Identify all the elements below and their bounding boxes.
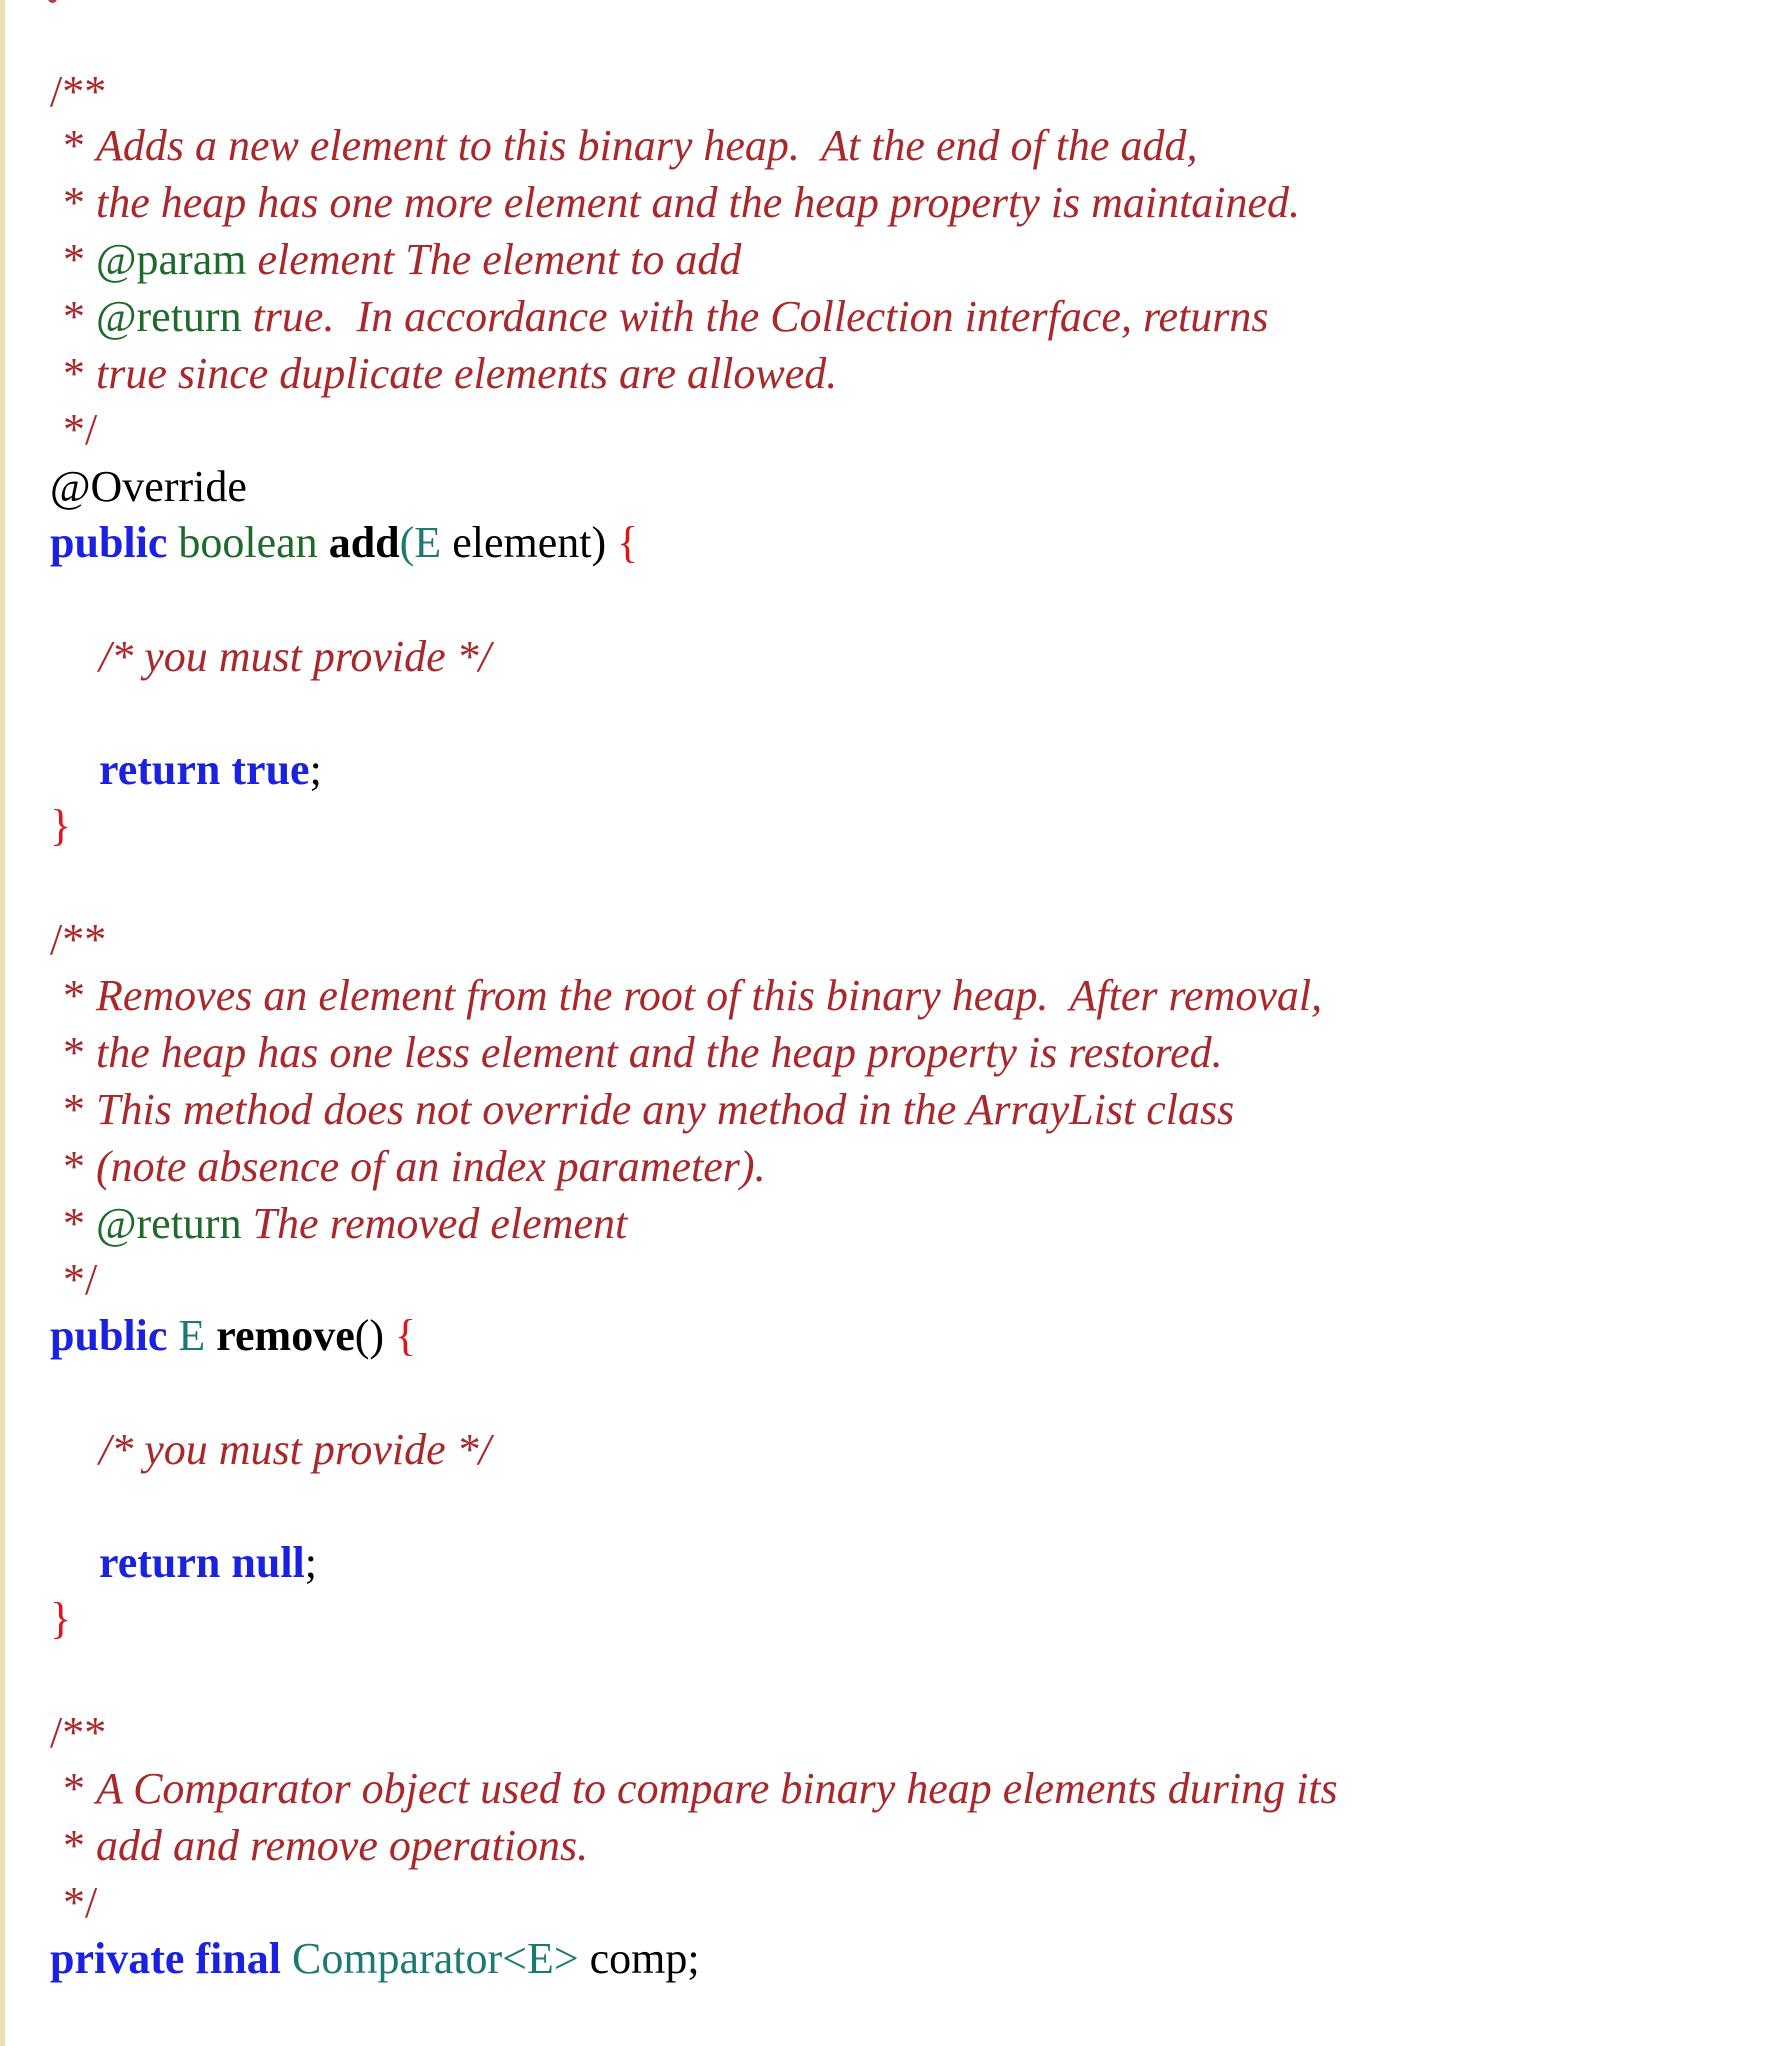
remove-doc-line-1 — [63, 971, 1323, 1020]
doc-text: Adds a new element to this binary heap. At the end of the add, — [96, 121, 1198, 170]
top-edge-mark — [48, 0, 57, 3]
keyword-final: final — [195, 1934, 281, 1983]
keyword-public: public — [50, 518, 168, 567]
add-close-brace: } — [50, 801, 72, 850]
keyword-public: public — [50, 1311, 168, 1360]
keyword-null: null — [231, 1538, 305, 1587]
open-brace: { — [395, 1311, 417, 1360]
method-name-add: add — [328, 518, 400, 567]
param-element: element — [441, 518, 592, 567]
open-brace: { — [617, 518, 639, 567]
parens: () — [354, 1311, 385, 1360]
doc-text: true since duplicate elements are allowed. — [96, 349, 838, 398]
remove-doc-line-4 — [63, 1142, 766, 1191]
add-doc-line-5 — [63, 349, 838, 398]
doc-star: * — [63, 349, 96, 398]
doc-text: The removed element — [241, 1199, 628, 1248]
add-doc-param — [63, 235, 742, 284]
doc-text: This method does not override any method in the ArrayList class — [96, 1085, 1235, 1134]
paren-open: ( — [399, 518, 415, 567]
doc-text: Removes an element from the root of this binary heap. After removal, — [96, 971, 1323, 1020]
semicolon: ; — [687, 1934, 700, 1983]
comp-doc-open: /** — [50, 1708, 107, 1757]
doc-star: * — [63, 1764, 96, 1813]
field-name-comp: comp — [578, 1934, 688, 1983]
left-margin-rule — [0, 0, 5, 2046]
keyword-true: true — [231, 745, 310, 794]
doc-star: * — [63, 1821, 96, 1870]
type-comparator: Comparator<E> — [291, 1934, 579, 1983]
remove-method-signature — [50, 1311, 417, 1360]
doc-star: * — [63, 292, 96, 341]
remove-doc-return — [63, 1199, 628, 1248]
override-annotation: @Override — [50, 462, 247, 511]
comp-doc-line-1 — [63, 1764, 1338, 1813]
doc-star: * — [63, 1085, 96, 1134]
add-body-comment: /* you must provide */ — [99, 632, 491, 681]
method-name-remove: remove — [216, 1311, 355, 1360]
add-doc-open: /** — [50, 67, 107, 116]
add-doc-return — [63, 292, 1269, 341]
doc-star: * — [63, 235, 96, 284]
comp-field-declaration — [50, 1934, 700, 1983]
paren-close: ) — [591, 518, 607, 567]
remove-body-comment: /* you must provide */ — [99, 1425, 491, 1474]
remove-doc-line-3 — [63, 1085, 1235, 1134]
remove-doc-close: */ — [63, 1255, 98, 1304]
keyword-private: private — [50, 1934, 185, 1983]
comp-doc-line-2 — [63, 1821, 589, 1870]
javadoc-return-tag: @return — [96, 1199, 242, 1248]
remove-doc-open: /** — [50, 915, 107, 964]
doc-text: the heap has one more element and the heap property is maintained. — [96, 178, 1301, 227]
doc-text: element The element to add — [246, 235, 742, 284]
doc-text: (note absence of an index parameter). — [96, 1142, 766, 1191]
semicolon: ; — [304, 1538, 318, 1587]
comp-doc-close: */ — [63, 1878, 98, 1927]
keyword-return: return — [99, 1538, 221, 1587]
add-method-signature — [50, 518, 639, 567]
doc-text: A Comparator object used to compare binary heap elements during its — [96, 1764, 1338, 1813]
doc-star: * — [63, 1028, 96, 1077]
doc-text: add and remove operations. — [96, 1821, 589, 1870]
type-e: E — [414, 518, 442, 567]
doc-star: * — [63, 971, 96, 1020]
add-return-statement — [99, 745, 322, 794]
doc-text: true. In accordance with the Collection interface, returns — [241, 292, 1269, 341]
javadoc-return-tag: @return — [96, 292, 242, 341]
doc-text: the heap has one less element and the heap property is restored. — [96, 1028, 1223, 1077]
semicolon: ; — [309, 745, 322, 794]
type-e: E — [178, 1311, 206, 1360]
add-doc-line-1 — [63, 121, 1198, 170]
add-doc-line-2 — [63, 178, 1301, 227]
remove-return-statement — [99, 1538, 318, 1587]
remove-close-brace: } — [50, 1594, 72, 1643]
doc-star: * — [63, 178, 96, 227]
add-doc-close: */ — [63, 405, 98, 454]
doc-star: * — [63, 1199, 96, 1248]
javadoc-param-tag: @param — [96, 235, 247, 284]
doc-star: * — [63, 1142, 96, 1191]
keyword-return: return — [99, 745, 221, 794]
doc-star: * — [63, 121, 96, 170]
remove-doc-line-2 — [63, 1028, 1223, 1077]
type-boolean: boolean — [178, 518, 318, 567]
